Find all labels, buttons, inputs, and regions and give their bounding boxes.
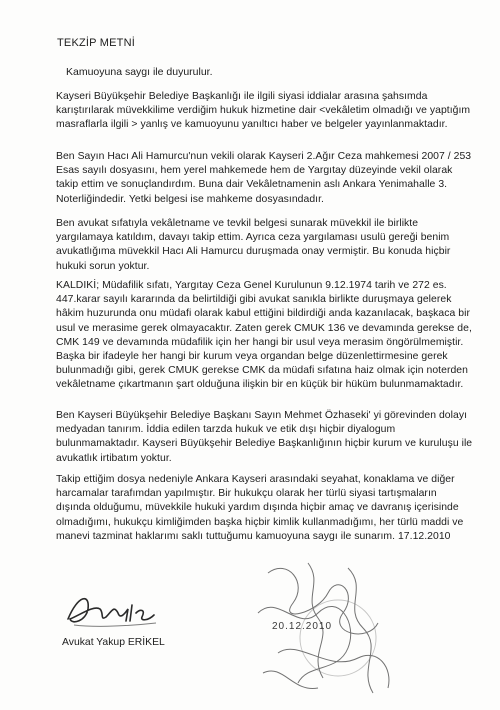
- document-title: TEKZİP METNİ: [57, 37, 135, 49]
- paragraph-4: KALDIKİ; Müdafilik sıfatı, Yargıtay Ceza Genel Kurulunun 9.12.1974 tarih ve 272 es. 447.karar sayılı kararında da belirtildiği gibi avukat sanıkla birlikte duruşmaya gelerek hâkim huzurunda onu müdafi olarak kabul ettiğini bildirdiği anda kazanılacak, başkaca bir usul ve merasime gerek olmayacaktır. Zaten gerek CMUK 136 ve devamında gerekse de, CMK 149 ve devamında müdafilik için her hangi bir usul veya merasim öngörülmemiştir. Başka bir ifadeyle her hangi bir kurum veya organdan belge düzenlettirmesine gerek bulunmadığı gibi, gerek CMUK gerekse CMK da müdafi sıfatına haiz olmak için noterden vekâletname çıkartmanın şart olduğuna ilişkin bir en küçük bir hüküm bulunmamaktadır.: [56, 280, 472, 391]
- paragraph-1: Kayseri Büyükşehir Belediye Başkanlığı ile ilgili siyasi iddialar arasına şahsımda karıştırılarak müvekkilime verdiğim hukuk hizmetine dair <vekâletim olmadığı ve yaptığım masraflarla ilgili > yanlış ve kamuoyunu yanıltıcı haber ve belgeler yayınlanmaktadır.: [56, 91, 471, 131]
- paragraph-3: Ben avukat sıfatıyla vekâletname ve tevkil belgesi sunarak müvekkil ile birlikte yargılamaya katıldım, davayı takip ettim. Ayrıca ceza yargılaması usulü gereği benim avukatlığıma müvekkil Hacı Ali Hamurcu duruşmada onay vermiştir. Bu konuda hiçbir hukuki sorun yoktur.: [56, 218, 451, 272]
- paragraph-5: Ben Kayseri Büyükşehir Belediye Başkanı Sayın Mehmet Özhaseki' yi görevinden dolayı medyadan tanırım. İddia edilen tarzda hukuk ve etik dışı hiçbir diyalogum bulunmamaktadır. Kayseri Büyükşehir Belediye Başkanlığının hiçbir kurum ve kuruluşu ile avukatlık irtibatım yoktur.: [56, 410, 473, 464]
- paragraph-6: Takip ettiğim dosya nedeniyle Ankara Kayseri arasındaki seyahat, konaklama ve diğer harcamalar tarafımdan yapılmıştır. Bir hukukçu olarak her türlü siyasi tartışmaların dışında olduğumu, müvekkile hukuki yardım dışında hiçbir amaç ve davranış içerisinde olmadığımı, hukukçu kimliğimden başka hiçbir kimlik kullanmadığımı, her türlü maddi ve manevi tazminat haklarımı saklı tuttuğumu kamuoyuna saygı ile sunarım. 17.12.2010: [56, 474, 464, 542]
- paragraph-2: Ben Sayın Hacı Ali Hamurcu'nun vekili olarak Kayseri 2.Ağır Ceza mahkemesi 2007 / 253 Esas sayılı dosyasını, hem yerel mahkemede hem de Yargıtay düzeyinde vekil olarak takip ettim ve sonuçlandırdım. Buna dair Vekâletnamenin aslı Ankara Yenimahalle 3. Noterliğindedir. Yetki belgesi ise mahkeme dosyasındadır.: [56, 151, 472, 205]
- signature-image: [60, 575, 170, 635]
- signer-name: Avukat Yakup ERİKEL: [62, 637, 165, 648]
- intro-line: Kamuoyuna saygı ile duyurulur.: [66, 66, 213, 78]
- stamp-date: 20.12.2010: [272, 621, 333, 632]
